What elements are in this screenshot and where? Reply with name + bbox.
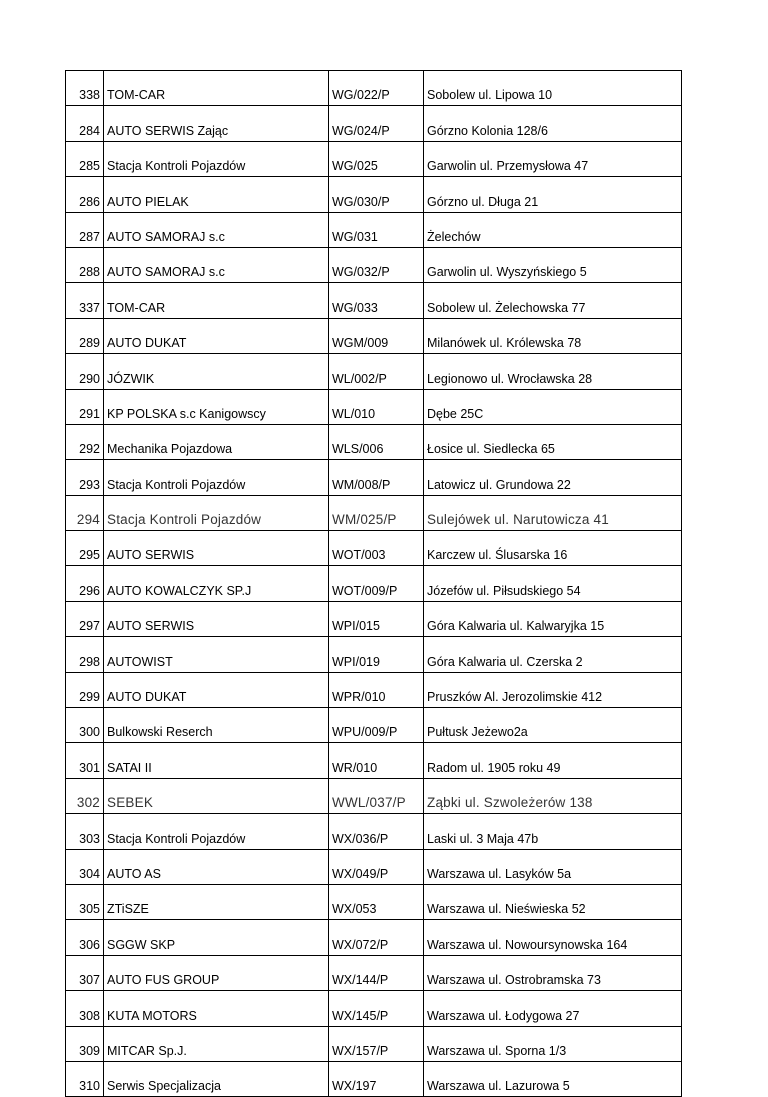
row-number: 303: [66, 814, 104, 849]
station-address: Warszawa ul. Nowoursynowska 164: [424, 920, 682, 955]
station-address: Góra Kalwaria ul. Czerska 2: [424, 637, 682, 672]
station-name: Stacja Kontroli Pojazdów: [104, 460, 329, 495]
station-address: Sobolew ul. Lipowa 10: [424, 71, 682, 106]
table-row: [66, 177, 682, 212]
table-row: [66, 424, 682, 459]
station-code: WPR/010: [329, 672, 424, 707]
station-code: WX/145/P: [329, 991, 424, 1026]
station-address: Góra Kalwaria ul. Kalwaryjka 15: [424, 601, 682, 636]
station-code: WPU/009/P: [329, 708, 424, 743]
station-code: WM/025/P: [329, 495, 424, 530]
station-code: WX/197: [329, 1061, 424, 1096]
station-name: Bulkowski Reserch: [104, 708, 329, 743]
table-row: [66, 1026, 682, 1061]
station-code: WG/033: [329, 283, 424, 318]
table-row: [66, 708, 682, 743]
station-address: Pułtusk Jeżewo2a: [424, 708, 682, 743]
station-code: WR/010: [329, 743, 424, 778]
station-name: AUTO SERWIS: [104, 601, 329, 636]
station-address: Warszawa ul. Lasyków 5a: [424, 849, 682, 884]
station-address: Pruszków Al. Jerozolimskie 412: [424, 672, 682, 707]
table-row: [66, 601, 682, 636]
row-number: 289: [66, 318, 104, 353]
station-name: Serwis Specjalizacja: [104, 1061, 329, 1096]
table-row: [66, 389, 682, 424]
stations-table-body: [66, 71, 682, 1097]
station-address: Górzno ul. Długa 21: [424, 177, 682, 212]
station-name: Mechanika Pojazdowa: [104, 424, 329, 459]
station-address: Warszawa ul. Łodygowa 27: [424, 991, 682, 1026]
station-name: AUTO DUKAT: [104, 318, 329, 353]
row-number: 310: [66, 1061, 104, 1096]
station-address: Żelechów: [424, 212, 682, 247]
station-code: WG/025: [329, 141, 424, 176]
station-address: Warszawa ul. Lazurowa 5: [424, 1061, 682, 1096]
station-address: Ząbki ul. Szwoleżerów 138: [424, 778, 682, 813]
station-name: MITCAR Sp.J.: [104, 1026, 329, 1061]
station-address: Radom ul. 1905 roku 49: [424, 743, 682, 778]
row-number: 306: [66, 920, 104, 955]
station-code: WG/030/P: [329, 177, 424, 212]
station-name: AUTO FUS GROUP: [104, 955, 329, 990]
table-row: [66, 354, 682, 389]
station-code: WPI/019: [329, 637, 424, 672]
table-row: [66, 106, 682, 141]
table-row: [66, 778, 682, 813]
station-code: WL/002/P: [329, 354, 424, 389]
station-name: AUTO KOWALCZYK SP.J: [104, 566, 329, 601]
station-address: Legionowo ul. Wrocławska 28: [424, 354, 682, 389]
station-code: WX/144/P: [329, 955, 424, 990]
station-code: WWL/037/P: [329, 778, 424, 813]
row-number: 308: [66, 991, 104, 1026]
station-code: WOT/009/P: [329, 566, 424, 601]
row-number: 338: [66, 71, 104, 106]
row-number: 294: [66, 495, 104, 530]
table-row: [66, 531, 682, 566]
station-code: WG/024/P: [329, 106, 424, 141]
station-address: Górzno Kolonia 128/6: [424, 106, 682, 141]
station-address: Laski ul. 3 Maja 47b: [424, 814, 682, 849]
station-code: WX/157/P: [329, 1026, 424, 1061]
station-code: WM/008/P: [329, 460, 424, 495]
station-address: Karczew ul. Ślusarska 16: [424, 531, 682, 566]
table-row: [66, 247, 682, 282]
station-name: KP POLSKA s.c Kanigowscy: [104, 389, 329, 424]
station-name: Stacja Kontroli Pojazdów: [104, 814, 329, 849]
station-code: WX/036/P: [329, 814, 424, 849]
station-address: Warszawa ul. Ostrobramska 73: [424, 955, 682, 990]
station-address: Warszawa ul. Nieświeska 52: [424, 884, 682, 919]
table-row: [66, 884, 682, 919]
station-name: AUTO SAMORAJ s.c: [104, 247, 329, 282]
station-code: WG/022/P: [329, 71, 424, 106]
station-address: Warszawa ul. Sporna 1/3: [424, 1026, 682, 1061]
row-number: 295: [66, 531, 104, 566]
row-number: 305: [66, 884, 104, 919]
row-number: 287: [66, 212, 104, 247]
station-name: ZTiSZE: [104, 884, 329, 919]
table-row: [66, 71, 682, 106]
station-address: Garwolin ul. Wyszyńskiego 5: [424, 247, 682, 282]
table-row: [66, 849, 682, 884]
station-code: WGM/009: [329, 318, 424, 353]
table-row: [66, 495, 682, 530]
row-number: 293: [66, 460, 104, 495]
table-row: [66, 920, 682, 955]
row-number: 285: [66, 141, 104, 176]
row-number: 301: [66, 743, 104, 778]
row-number: 286: [66, 177, 104, 212]
station-name: AUTO SERWIS Zając: [104, 106, 329, 141]
station-name: AUTO PIELAK: [104, 177, 329, 212]
station-address: Garwolin ul. Przemysłowa 47: [424, 141, 682, 176]
station-address: Józefów ul. Piłsudskiego 54: [424, 566, 682, 601]
table-row: [66, 814, 682, 849]
station-address: Milanówek ul. Królewska 78: [424, 318, 682, 353]
station-name: SEBEK: [104, 778, 329, 813]
row-number: 307: [66, 955, 104, 990]
row-number: 300: [66, 708, 104, 743]
station-address: Sobolew ul. Żelechowska 77: [424, 283, 682, 318]
table-row: [66, 637, 682, 672]
stations-table: [65, 70, 682, 1097]
row-number: 304: [66, 849, 104, 884]
table-row: [66, 141, 682, 176]
table-row: [66, 460, 682, 495]
row-number: 284: [66, 106, 104, 141]
station-code: WX/072/P: [329, 920, 424, 955]
row-number: 288: [66, 247, 104, 282]
station-name: AUTOWIST: [104, 637, 329, 672]
station-code: WLS/006: [329, 424, 424, 459]
station-code: WPI/015: [329, 601, 424, 636]
station-address: Latowicz ul. Grundowa 22: [424, 460, 682, 495]
station-name: JÓZWIK: [104, 354, 329, 389]
table-row: [66, 283, 682, 318]
row-number: 299: [66, 672, 104, 707]
row-number: 302: [66, 778, 104, 813]
table-row: [66, 566, 682, 601]
station-name: AUTO AS: [104, 849, 329, 884]
table-row: [66, 212, 682, 247]
station-name: AUTO SAMORAJ s.c: [104, 212, 329, 247]
table-row: [66, 743, 682, 778]
table-row: [66, 991, 682, 1026]
station-name: Stacja Kontroli Pojazdów: [104, 141, 329, 176]
station-name: AUTO SERWIS: [104, 531, 329, 566]
station-code: WG/031: [329, 212, 424, 247]
row-number: 290: [66, 354, 104, 389]
station-name: AUTO DUKAT: [104, 672, 329, 707]
station-code: WG/032/P: [329, 247, 424, 282]
station-name: TOM-CAR: [104, 283, 329, 318]
station-code: WOT/003: [329, 531, 424, 566]
station-address: Łosice ul. Siedlecka 65: [424, 424, 682, 459]
station-name: SGGW SKP: [104, 920, 329, 955]
row-number: 296: [66, 566, 104, 601]
row-number: 337: [66, 283, 104, 318]
row-number: 297: [66, 601, 104, 636]
table-row: [66, 318, 682, 353]
station-code: WX/049/P: [329, 849, 424, 884]
table-row: [66, 1061, 682, 1096]
station-address: Dębe 25C: [424, 389, 682, 424]
station-code: WL/010: [329, 389, 424, 424]
station-name: TOM-CAR: [104, 71, 329, 106]
station-name: Stacja Kontroli Pojazdów: [104, 495, 329, 530]
table-row: [66, 955, 682, 990]
row-number: 298: [66, 637, 104, 672]
row-number: 291: [66, 389, 104, 424]
row-number: 309: [66, 1026, 104, 1061]
station-name: KUTA MOTORS: [104, 991, 329, 1026]
row-number: 292: [66, 424, 104, 459]
station-address: Sulejówek ul. Narutowicza 41: [424, 495, 682, 530]
station-name: SATAI II: [104, 743, 329, 778]
table-row: [66, 672, 682, 707]
station-code: WX/053: [329, 884, 424, 919]
